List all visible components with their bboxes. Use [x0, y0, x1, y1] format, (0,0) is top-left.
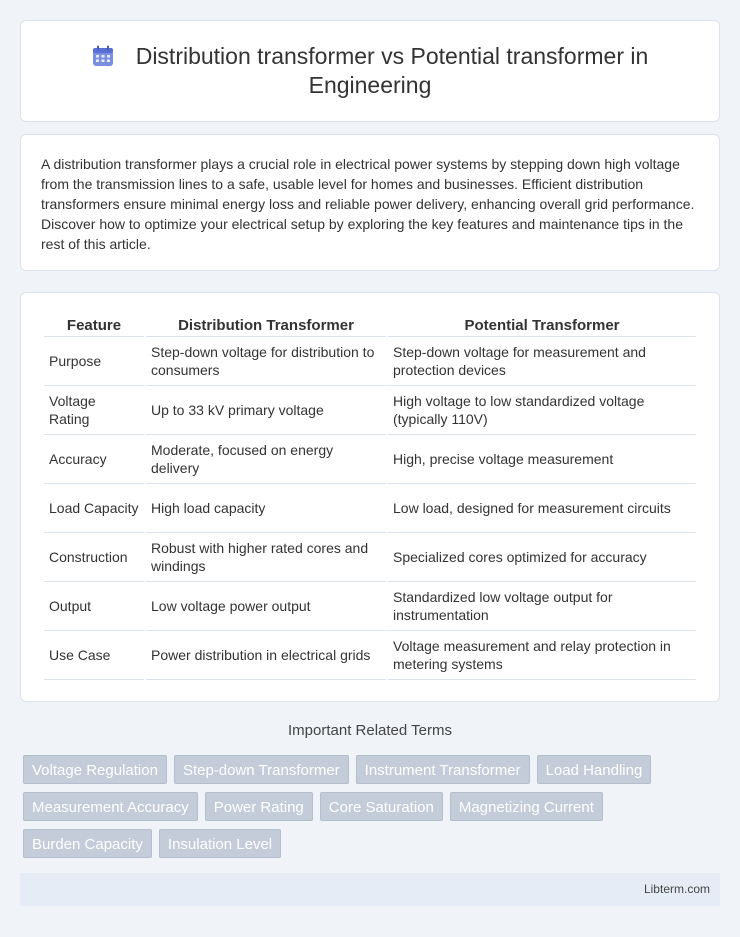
tag-instrument-transformer[interactable]: Instrument Transformer	[356, 755, 530, 784]
cell-feature: Purpose	[44, 337, 144, 386]
intro-text: A distribution transformer plays a crucial role in electrical power systems by stepping down high voltage from the transmission lines to a safe, usable level for homes and businesses. Efficient distribution transformers ensure minimal energy loss and reliable power delivery, enhancing overall grid performance. Discover how to optimize your electrical setup by exploring the key features and maintenance tips in the rest of this article.	[41, 156, 695, 252]
tag-measurement-accuracy[interactable]: Measurement Accuracy	[23, 792, 198, 821]
table-header-row	[44, 313, 696, 337]
tag-insulation-level[interactable]: Insulation Level	[159, 829, 281, 858]
page-title-wrap	[51, 42, 689, 100]
table-row	[44, 533, 696, 582]
header-potential: Potential Transformer	[388, 313, 696, 337]
cell-feature: Load Capacity	[44, 484, 144, 533]
cell-potential: Specialized cores optimized for accuracy	[388, 533, 696, 582]
table-row	[44, 582, 696, 631]
comparison-card	[20, 292, 720, 702]
intro-card	[20, 134, 720, 271]
page-title: Distribution transformer vs Potential transformer in Engineering	[135, 43, 649, 98]
cell-potential: Low load, designed for measurement circuits	[388, 484, 696, 533]
table-row	[44, 631, 696, 680]
cell-distribution: High load capacity	[146, 484, 386, 533]
table-row	[44, 386, 696, 435]
cell-potential: Step-down voltage for measurement and protection devices	[388, 337, 696, 386]
comparison-table	[42, 313, 698, 680]
cell-distribution: Robust with higher rated cores and windings	[146, 533, 386, 582]
cell-distribution: Low voltage power output	[146, 582, 386, 631]
cell-potential: High, precise voltage measurement	[388, 435, 696, 484]
table-row	[44, 484, 696, 533]
cell-feature: Construction	[44, 533, 144, 582]
footer-brand-link[interactable]: Libterm.com	[643, 882, 710, 896]
cell-potential: Standardized low voltage output for instrumentation	[388, 582, 696, 631]
cell-distribution: Moderate, focused on energy delivery	[146, 435, 386, 484]
table-row	[44, 435, 696, 484]
header-distribution: Distribution Transformer	[146, 313, 386, 337]
table-row	[44, 337, 696, 386]
title-card	[20, 20, 720, 122]
cell-feature: Voltage Rating	[44, 386, 144, 435]
cell-feature: Output	[44, 582, 144, 631]
tag-voltage-regulation[interactable]: Voltage Regulation	[23, 755, 167, 784]
cell-potential: High voltage to low standardized voltage (typically 110V)	[388, 386, 696, 435]
tag-load-handling[interactable]: Load Handling	[537, 755, 652, 784]
related-terms-title: Important Related Terms	[288, 722, 452, 739]
cell-potential: Voltage measurement and relay protection in metering systems	[388, 631, 696, 680]
tag-core-saturation[interactable]: Core Saturation	[320, 792, 443, 821]
cell-feature: Accuracy	[44, 435, 144, 484]
cell-distribution: Power distribution in electrical grids	[146, 631, 386, 680]
tag-step-down-transformer[interactable]: Step-down Transformer	[174, 755, 349, 784]
cell-distribution: Up to 33 kV primary voltage	[146, 386, 386, 435]
cell-feature: Use Case	[44, 631, 144, 680]
header-feature: Feature	[44, 313, 144, 337]
related-terms-list	[23, 755, 723, 858]
cell-distribution: Step-down voltage for distribution to consumers	[146, 337, 386, 386]
tag-burden-capacity[interactable]: Burden Capacity	[23, 829, 152, 858]
calendar-icon	[92, 45, 114, 67]
footer	[20, 873, 720, 906]
tag-magnetizing-current[interactable]: Magnetizing Current	[450, 792, 603, 821]
tag-power-rating[interactable]: Power Rating	[205, 792, 313, 821]
